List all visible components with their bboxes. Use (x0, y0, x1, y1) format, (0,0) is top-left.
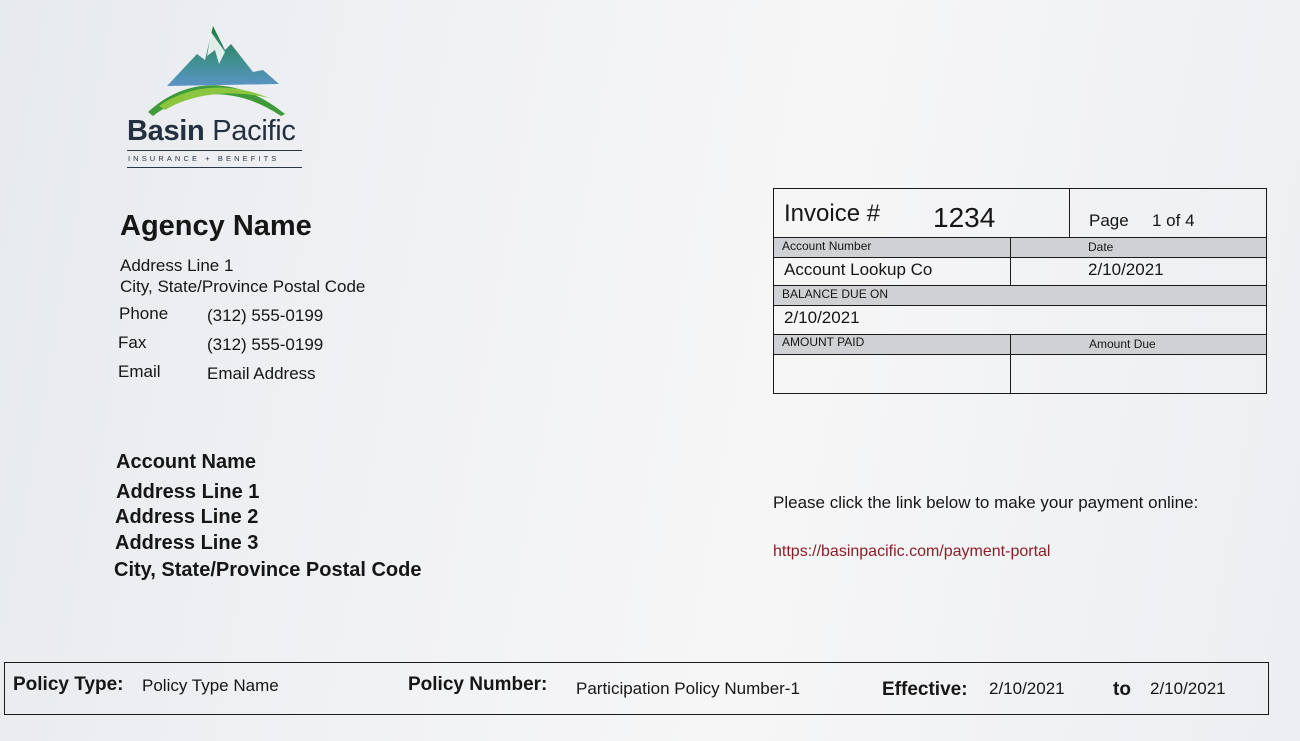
policy-info-bar (4, 662, 1269, 715)
account-address-line1: Address Line 1 (116, 481, 260, 503)
mountain-logo-icon (145, 20, 290, 118)
date-label: Date (1088, 240, 1114, 254)
account-number-label: Account Number (782, 239, 872, 253)
column-divider (1010, 334, 1011, 393)
effective-to-date: 2/10/2021 (1150, 679, 1226, 698)
row-divider (774, 354, 1266, 355)
balance-due-value: 2/10/2021 (784, 308, 860, 327)
effective-from-date: 2/10/2021 (989, 679, 1065, 698)
logo-word-light: Pacific (212, 115, 296, 147)
to-label: to (1113, 679, 1131, 700)
account-address-line2: Address Line 2 (115, 506, 259, 528)
logo-tagline: INSURANCE + BENEFITS (128, 154, 280, 163)
policy-type-value: Policy Type Name (142, 676, 279, 695)
balance-due-label: BALANCE DUE ON (782, 287, 889, 301)
date-value: 2/10/2021 (1088, 260, 1164, 279)
policy-number-label: Policy Number: (408, 674, 548, 695)
page-value: 1 of 4 (1152, 211, 1195, 230)
policy-number-value: Participation Policy Number-1 (576, 679, 800, 698)
invoice-number: 1234 (933, 202, 996, 233)
page-label: Page (1089, 211, 1129, 230)
row-divider (774, 257, 1266, 258)
logo-divider (127, 150, 302, 151)
logo-word-bold: Basin (127, 115, 205, 147)
fax-label: Fax (118, 333, 147, 352)
phone-value: (312) 555-0199 (207, 306, 324, 325)
account-city-line: City, State/Province Postal Code (114, 559, 422, 581)
row-divider (774, 237, 1266, 238)
effective-label: Effective: (882, 679, 968, 700)
account-number-value: Account Lookup Co (784, 260, 933, 279)
account-address-line3: Address Line 3 (115, 532, 259, 554)
logo-wordmark (127, 115, 296, 148)
agency-address-line1: Address Line 1 (120, 256, 234, 275)
agency-address-line2: City, State/Province Postal Code (120, 277, 366, 296)
payment-instruction: Please click the link below to make your payment online: (773, 493, 1199, 512)
account-name: Account Name (116, 451, 257, 473)
amount-paid-label: AMOUNT PAID (782, 335, 865, 349)
agency-name: Agency Name (120, 210, 312, 242)
row-divider (774, 305, 1266, 306)
column-divider (1010, 237, 1011, 285)
policy-type-label: Policy Type: (13, 674, 124, 695)
phone-label: Phone (119, 304, 169, 323)
email-value: Email Address (207, 364, 316, 383)
invoice-summary-box (773, 188, 1267, 394)
column-divider (1069, 189, 1070, 237)
logo-divider (127, 167, 302, 168)
invoice-title: Invoice # (784, 200, 881, 227)
payment-portal-link[interactable]: https://basinpacific.com/payment-portal (773, 543, 1051, 560)
amount-due-label: Amount Due (1089, 337, 1156, 351)
fax-value: (312) 555-0199 (207, 335, 324, 354)
email-label: Email (118, 362, 161, 381)
